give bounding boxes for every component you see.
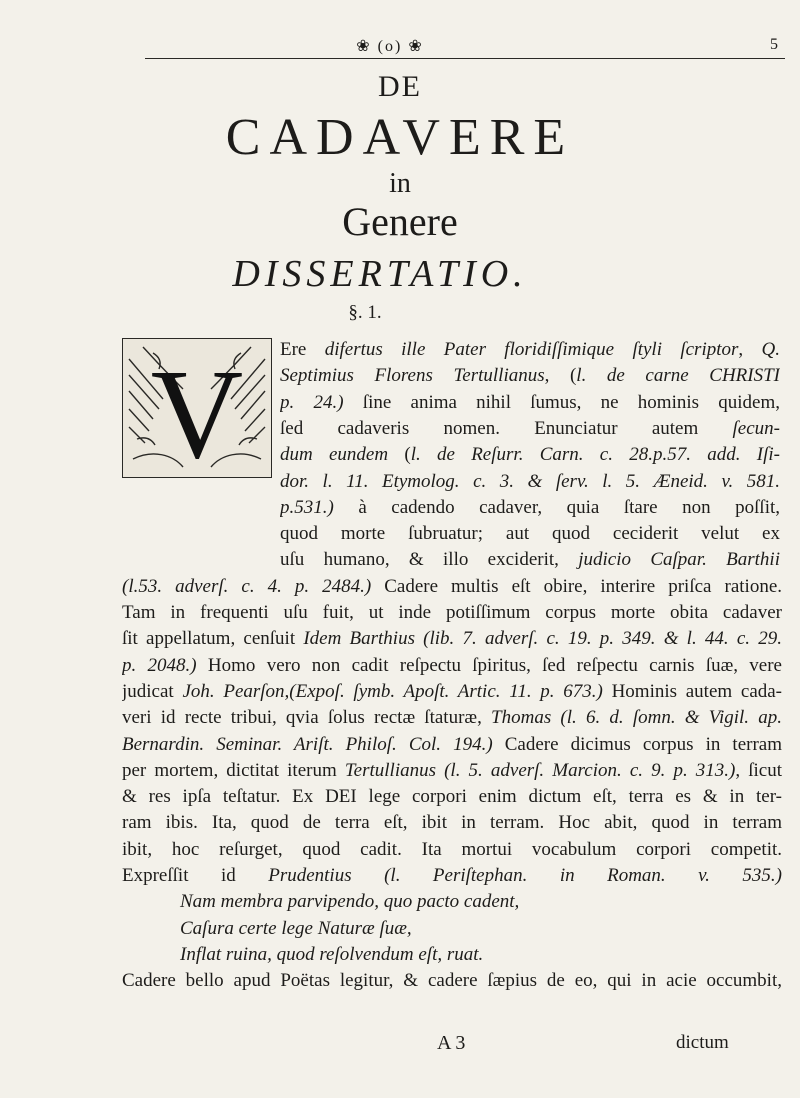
text-run: quod morte ſubruatur; aut quod ceciderit velut ex — [280, 523, 780, 545]
body-line — [280, 363, 780, 389]
body-line — [122, 837, 782, 863]
body-line — [122, 653, 782, 679]
body-line — [122, 600, 782, 626]
text-run: ſit appellatum, cenſuit — [122, 628, 304, 650]
decorated-initial — [122, 338, 272, 478]
italic-run: Caſura certe lege Naturæ ſuæ, — [180, 917, 412, 939]
italic-run: Q. — [761, 339, 780, 360]
title-de: DE — [378, 70, 422, 103]
italic-run: dum eundem — [280, 444, 389, 466]
text-run: veri id recte tribui, qvia ſolus rectæ ſtaturæ, — [122, 707, 492, 729]
body-line — [122, 784, 782, 810]
text-run: & res ipſa teſtatur. Ex DEI lege corpori enim dictum eſt, terra es & in ter- — [122, 786, 782, 808]
catchword: dictum — [676, 1032, 729, 1053]
body-line — [280, 442, 780, 468]
body-line — [280, 521, 780, 547]
text-run: Hominis autem cada- — [602, 680, 782, 702]
italic-run: p. 2048.) — [122, 654, 197, 676]
text-run: per mortem, dictitat iterum — [122, 759, 345, 781]
text-run: Cadere multis eſt obire, interire priſca ratione. — [371, 575, 782, 597]
text-run: Expreſſit id — [122, 865, 269, 886]
body-line — [280, 469, 780, 495]
body-line — [122, 732, 782, 758]
body-line — [280, 547, 780, 573]
italic-run: p. 24.) — [280, 391, 344, 413]
italic-run: judicio Caſpar. Barthii — [578, 549, 780, 571]
italic-run: Tertullianus (l. 5. adverſ. Marcion. c. 9. p. 313.) — [344, 759, 736, 781]
body-line — [280, 337, 780, 363]
text-run: , ( — [544, 365, 577, 387]
title-genere: Genere — [342, 199, 458, 244]
text-run: Cadere bello apud Poëtas legitur, & cadere ſæpius de eo, qui in acie occumbit, — [122, 970, 782, 992]
initial-letter: V — [150, 343, 244, 477]
italic-run: (l.53. adverſ. c. 4. p. 2484.) — [122, 575, 372, 597]
body-line — [280, 495, 780, 521]
text-run: Tam in frequenti uſu fuit, ut inde potiſſimum corpus morte obita cadaver — [122, 602, 782, 623]
italic-run: Septimius Florens Tertullianus — [280, 365, 545, 387]
foliage-ornament-icon — [123, 339, 271, 477]
italic-run: Prudentius (l. Periſtephan. in Roman. v. 535.) — [268, 865, 782, 886]
body-line — [180, 942, 483, 968]
text-run: ſed cadaveris nomen. Enunciatur autem — [280, 417, 733, 439]
italic-run: Thomas (l. 6. d. ſomn. & Vigil. ap. — [491, 707, 782, 729]
header-ornament: ❀ (o) ❀ — [356, 38, 424, 55]
text-run: ( — [388, 444, 411, 466]
text-run: uſu humano, & illo exciderit, — [280, 549, 579, 571]
title-in: in — [389, 168, 411, 199]
italic-run: l. de carne CHRISTI — [576, 365, 780, 387]
italic-run: difertus ille Pater floridiſſimique ſtyli ſcriptor — [324, 339, 739, 360]
italic-run: Idem Barthius (lib. 7. adverſ. c. 19. p. 349. & l. 44. c. 29. — [303, 628, 782, 650]
body-line — [122, 574, 782, 600]
italic-run: dor. l. 11. Etymolog. c. 3. & ſerv. l. 5. Æneid. v. 581. — [280, 470, 780, 492]
italic-run: Inflat ruina, quod reſolvendum eſt, ruat. — [180, 943, 484, 965]
page-number: 5 — [770, 36, 778, 53]
italic-run: Joh. Pearſon,(Expoſ. ſymb. Apoſt. Artic. 11. p. 673.) — [182, 680, 603, 702]
text-run: Ere — [280, 339, 325, 360]
text-run: Cadere dicimus corpus in terram — [492, 733, 782, 755]
italic-run: Nam membra parvipendo, quo pacto cadent, — [180, 891, 520, 913]
body-line — [122, 705, 782, 731]
body-line — [122, 626, 782, 652]
body-line — [280, 390, 780, 416]
italic-run: l. de Reſurr. Carn. c. 28.p.57. add. Iſi- — [410, 444, 780, 466]
body-line — [122, 758, 782, 784]
text-run: à cadendo cadaver, quia ſtare non poſſit, — [333, 496, 780, 518]
body-line — [122, 679, 782, 705]
body-line — [122, 863, 782, 889]
body-line — [122, 810, 782, 836]
title-dissertatio: DISSERTATIO. — [232, 253, 528, 295]
title-cadavere: CADAVERE — [225, 109, 575, 166]
body-line — [122, 968, 782, 994]
header-rule — [145, 58, 785, 59]
text-run: ſine anima nihil ſumus, ne hominis quidem, — [343, 391, 780, 413]
signature-mark: A 3 — [437, 1032, 466, 1054]
body-line — [180, 916, 412, 942]
italic-run: p.531.) — [280, 496, 334, 518]
italic-run: Bernardin. Seminar. Ariſt. Philoſ. Col. 194.) — [122, 733, 493, 755]
body-line — [280, 416, 780, 442]
text-run: Homo vero non cadit reſpectu ſpiritus, ſed reſpectu carnis ſuæ, vere — [196, 654, 782, 676]
text-run: ram ibis. Ita, quod de terra eſt, ibit in terram. Hoc abit, quod in terram — [122, 812, 782, 834]
text-run: judicat — [122, 680, 183, 702]
body-line — [180, 889, 519, 915]
italic-run: ſecun- — [732, 417, 780, 439]
text-run: , ſicut — [735, 759, 782, 781]
text-run: ibit, hoc reſurget, quod cadit. Ita mortui vocabulum corpori competit. — [122, 838, 782, 860]
text-run: , — [738, 339, 762, 360]
section-number: §. 1. — [348, 302, 382, 323]
